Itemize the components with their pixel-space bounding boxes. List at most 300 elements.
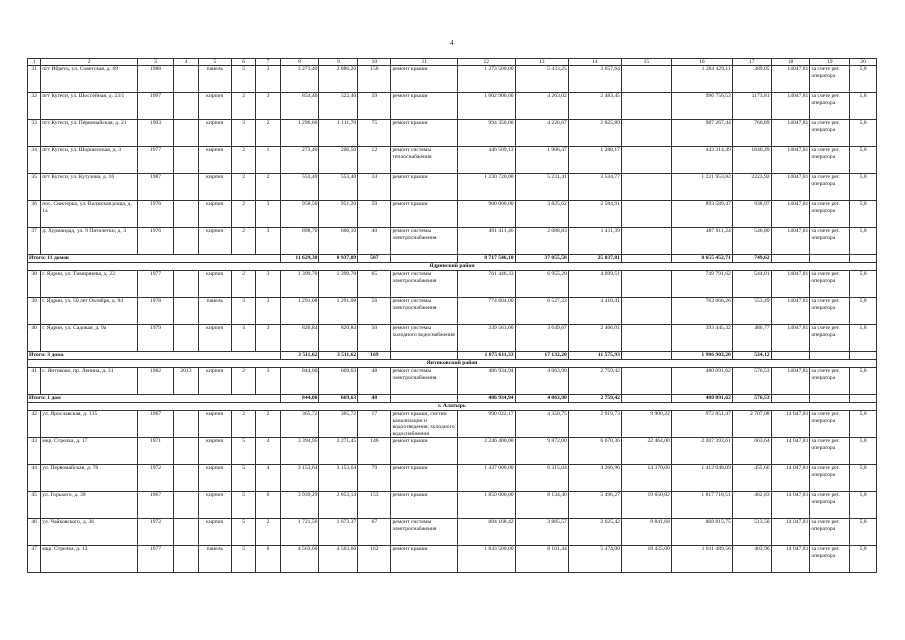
table-cell: 273,40: [280, 147, 319, 174]
table-cell: 820,84: [319, 325, 358, 352]
table-cell: [621, 271, 671, 298]
table-cell: [174, 66, 198, 93]
table-cell: 3: [231, 325, 255, 352]
table-cell: 486 934,94: [457, 368, 515, 395]
total-cell: 587: [358, 255, 391, 263]
table-cell: 951,20: [319, 201, 358, 228]
table-cell: 2: [231, 271, 255, 298]
total-cell: 3 511,62: [280, 352, 319, 360]
total-cell: [771, 255, 810, 263]
table-cell: [621, 147, 671, 174]
table-cell: 5 474,00: [568, 546, 621, 573]
table-cell: 1 817 718,51: [671, 492, 732, 519]
table-cell: 2: [231, 147, 255, 174]
table-cell: 67: [358, 519, 391, 546]
table-cell: 75: [358, 120, 391, 147]
total-cell: 11 575,93: [568, 352, 621, 360]
table-cell: 2 759,42: [568, 368, 621, 395]
total-label: Итого: 11 домов: [28, 255, 281, 263]
table-cell: 41: [28, 368, 41, 395]
table-cell: кирпич: [198, 465, 231, 492]
table-cell: кирпич: [198, 438, 231, 465]
table-cell: 820,84: [280, 325, 319, 352]
table-cell: [174, 546, 198, 573]
table-cell: 2 625,42: [568, 519, 621, 546]
table-cell: 1972: [137, 465, 174, 492]
table-cell: 40: [28, 325, 41, 352]
table-cell: 900 000,00: [457, 201, 515, 228]
table-cell: 45: [28, 492, 41, 519]
table-cell: 2013: [174, 368, 198, 395]
table-cell: 763 666,26: [671, 298, 732, 325]
table-cell: 844,00: [280, 368, 319, 395]
table-cell: 3 649,67: [515, 325, 568, 352]
table-cell: 1 230 720,00: [457, 174, 515, 201]
table-cell: ремонт крыши: [391, 546, 458, 573]
table-cell: 4 226,67: [515, 120, 568, 147]
header-cell: 16: [671, 59, 732, 66]
table-cell: 5 231,41: [515, 174, 568, 201]
table-cell: 40: [358, 228, 391, 255]
total-cell: [850, 255, 877, 263]
header-cell: 10: [358, 59, 391, 66]
table-cell: ремонт крыши: [391, 174, 458, 201]
table-cell: за счете рег. оператора: [810, 368, 850, 395]
table-cell: 5,8: [850, 298, 877, 325]
table-cell: ул. Ярославская, д. 135: [41, 411, 137, 438]
table-row: [28, 66, 877, 93]
table-cell: за счете рег. оператора: [810, 120, 850, 147]
total-cell: [810, 395, 850, 403]
table-row: [28, 438, 877, 465]
table-cell: 3: [256, 271, 280, 298]
table-cell: 1987: [137, 174, 174, 201]
table-cell: 3 153,64: [319, 465, 358, 492]
table-cell: 1982: [137, 368, 174, 395]
table-cell: 206,50: [319, 147, 358, 174]
table-cell: 5,8: [850, 271, 877, 298]
table-cell: 4 063,90: [515, 368, 568, 395]
total-cell: 8 655 452,71: [671, 255, 732, 263]
table-cell: [621, 228, 671, 255]
table-cell: г. Ядрин, ул. Тимирязева, д. 22: [41, 271, 137, 298]
table-cell: 553,40: [319, 174, 358, 201]
table-cell: 3 939,29: [280, 492, 319, 519]
table-cell: кирпич: [198, 147, 231, 174]
table-cell: 3 534,77: [568, 174, 621, 201]
table-cell: ул. Горького, д. 39: [41, 492, 137, 519]
table-cell: 462,83: [732, 492, 771, 519]
table-cell: 446 509,13: [457, 147, 515, 174]
table-cell: 4 563,60: [319, 546, 358, 573]
table-cell: за счете рег. оператора: [810, 492, 850, 519]
table-cell: 663,64: [732, 438, 771, 465]
table-cell: 365,72: [319, 411, 358, 438]
table-cell: 2: [256, 519, 280, 546]
table-cell: [621, 66, 671, 93]
table-cell: 3: [256, 298, 280, 325]
total-cell: 1 875 611,33: [457, 352, 515, 360]
table-cell: 339 561,00: [457, 325, 515, 352]
table-cell: 5 433,25: [515, 66, 568, 93]
table-cell: 14 370,00: [621, 465, 671, 492]
table-cell: кирпич: [198, 368, 231, 395]
table-cell: 14047,81: [771, 201, 810, 228]
table-cell: 14047,81: [771, 368, 810, 395]
table-cell: 522,40: [319, 93, 358, 120]
table-cell: 1 288,17: [568, 147, 621, 174]
table-cell: 1967: [137, 411, 174, 438]
table-row: [28, 465, 877, 492]
table-cell: кирпич: [198, 271, 231, 298]
table-cell: 2 584,91: [568, 201, 621, 228]
table-cell: 5,8: [850, 228, 877, 255]
table-cell: кирпич: [198, 228, 231, 255]
table-cell: 14 047,81: [771, 465, 810, 492]
table-cell: ремонт системы теплоснабжения: [391, 147, 458, 174]
header-cell: 4: [174, 59, 198, 66]
table-cell: 14047,81: [771, 271, 810, 298]
table-row: [28, 519, 877, 546]
table-cell: мкр. Стрелка, д. 17: [41, 438, 137, 465]
table-cell: 1979: [137, 325, 174, 352]
table-cell: 5,8: [850, 325, 877, 352]
table-cell: за счете рег. оператора: [810, 519, 850, 546]
table-cell: пгт Ибресь, ул. Советская, д. 69: [41, 66, 137, 93]
header-cell: 11: [391, 59, 458, 66]
table-cell: мкр. Стрелка, д. 12: [41, 546, 137, 573]
header-cell: 2: [41, 59, 137, 66]
table-cell: 4 563,60: [280, 546, 319, 573]
table-cell: [174, 271, 198, 298]
table-cell: 1 437 000,00: [457, 465, 515, 492]
table-cell: 990 022,17: [457, 411, 515, 438]
table-cell: ул. Чайковского, д. 36: [41, 519, 137, 546]
header-cell: 20: [850, 59, 877, 66]
table-cell: 2: [231, 228, 255, 255]
table-cell: 1 296,60: [280, 120, 319, 147]
table-cell: 3: [256, 368, 280, 395]
table-cell: 14 047,81: [771, 411, 810, 438]
table-cell: 3: [256, 325, 280, 352]
table-cell: 5,8: [850, 411, 877, 438]
table-cell: 153: [358, 492, 391, 519]
table-cell: 5: [231, 519, 255, 546]
table-cell: 32: [28, 93, 41, 120]
total-row: [28, 395, 877, 403]
table-cell: 766,89: [732, 120, 771, 147]
table-row: [28, 147, 877, 174]
table-cell: 1 906,47: [515, 147, 568, 174]
table-cell: 1988: [137, 66, 174, 93]
table-cell: 1977: [137, 147, 174, 174]
table-cell: ремонт крыши: [391, 66, 458, 93]
table-cell: за счете рег. оператора: [810, 66, 850, 93]
table-cell: [621, 174, 671, 201]
table-cell: 2 707,08: [732, 411, 771, 438]
table-cell: 898,70: [280, 228, 319, 255]
table-cell: 1 264 429,11: [671, 66, 732, 93]
table-row: [28, 120, 877, 147]
total-label: Итого: 3 дома: [28, 352, 281, 360]
table-cell: 79: [358, 465, 391, 492]
table-cell: 8 134,40: [515, 492, 568, 519]
table-cell: 1 673,37: [319, 519, 358, 546]
table-cell: 59: [358, 201, 391, 228]
table-cell: за счете рег. оператора: [810, 411, 850, 438]
total-cell: 749,62: [732, 255, 771, 263]
table-cell: 854,40: [280, 93, 319, 120]
table-cell: 5,8: [850, 438, 877, 465]
table-cell: 4 266,96: [568, 465, 621, 492]
table-row: [28, 411, 877, 438]
table-cell: 9 900,22: [621, 411, 671, 438]
table-cell: 3 885,57: [515, 519, 568, 546]
table-cell: ремонт системы электроснабжения: [391, 368, 458, 395]
table-cell: 14047,81: [771, 325, 810, 352]
table-cell: 38: [28, 271, 41, 298]
table-cell: 365,72: [280, 411, 319, 438]
table-cell: 44: [28, 465, 41, 492]
total-cell: 534,12: [732, 352, 771, 360]
table-row: [28, 325, 877, 352]
table-cell: ремонт системы холодного водоснабжения: [391, 325, 458, 352]
table-cell: 2 483,45: [568, 93, 621, 120]
table-cell: ремонт крыши: [391, 201, 458, 228]
table-cell: за счете рег. оператора: [810, 228, 850, 255]
total-cell: 1 906 903,20: [671, 352, 732, 360]
total-cell: [621, 352, 671, 360]
table-cell: [621, 325, 671, 352]
table-cell: 4 263,02: [515, 93, 568, 120]
table-cell: 1 399,70: [280, 271, 319, 298]
table-row: [28, 93, 877, 120]
table-cell: 5,8: [850, 147, 877, 174]
table-cell: 5: [231, 438, 255, 465]
table-row: [28, 298, 877, 325]
total-cell: 48: [358, 395, 391, 403]
table-cell: д. Хурмандад, ул. 9 Пятилетки, д. 3: [41, 228, 137, 255]
table-cell: за счете рег. оператора: [810, 93, 850, 120]
table-cell: 1173,81: [732, 93, 771, 120]
table-cell: ремонт крыши: [391, 438, 458, 465]
table-cell: 3: [231, 298, 255, 325]
table-cell: 6 527,33: [515, 298, 568, 325]
table-cell: 669,63: [319, 368, 358, 395]
table-cell: 14047,81: [771, 120, 810, 147]
table-cell: 1 811 489,56: [671, 546, 732, 573]
table-cell: 5,8: [850, 546, 877, 573]
table-cell: 455,66: [732, 465, 771, 492]
table-cell: [174, 438, 198, 465]
table-cell: 65: [358, 271, 391, 298]
district-name: Ядринский район: [28, 263, 877, 271]
table-cell: 4 410,41: [568, 298, 621, 325]
table-cell: 35: [28, 174, 41, 201]
table-cell: 19 650,82: [621, 492, 671, 519]
table-cell: 3: [256, 228, 280, 255]
total-cell: 576,53: [732, 395, 771, 403]
total-cell: [850, 352, 877, 360]
table-cell: за счете рег. оператора: [810, 298, 850, 325]
table-cell: 1 291,08: [280, 298, 319, 325]
table-cell: 994 350,00: [457, 120, 515, 147]
table-cell: 486,77: [732, 325, 771, 352]
header-cell: 15: [621, 59, 671, 66]
table-cell: с. Янтиково, пр. Ленина, д. 31: [41, 368, 137, 395]
table-cell: 1 221 953,82: [671, 174, 732, 201]
table-cell: 443 314,49: [671, 147, 732, 174]
table-cell: 1 412 048,09: [671, 465, 732, 492]
total-cell: [771, 352, 810, 360]
table-cell: 1 399,70: [319, 271, 358, 298]
table-cell: 14 047,81: [771, 492, 810, 519]
table-cell: 666,10: [319, 228, 358, 255]
total-cell: [771, 395, 810, 403]
table-cell: ремонт крыши: [391, 120, 458, 147]
table-cell: кирпич: [198, 519, 231, 546]
table-cell: [174, 120, 198, 147]
table-cell: 2: [231, 174, 255, 201]
total-row: [28, 255, 877, 263]
table-cell: кирпич: [198, 120, 231, 147]
table-cell: 1971: [137, 438, 174, 465]
table-cell: 33: [28, 120, 41, 147]
table-cell: 1977: [137, 271, 174, 298]
table-cell: 14047,81: [771, 66, 810, 93]
table-cell: 2: [256, 174, 280, 201]
table-cell: 3 273,40: [280, 66, 319, 93]
total-cell: 169: [358, 352, 391, 360]
table-cell: 884 168,42: [457, 519, 515, 546]
table-cell: 2 825,89: [568, 120, 621, 147]
total-cell: 486 934,94: [457, 395, 515, 403]
table-cell: 14047,81: [771, 147, 810, 174]
table-cell: 3 394,95: [280, 438, 319, 465]
table-cell: 546,80: [732, 228, 771, 255]
table-cell: кирпич: [198, 174, 231, 201]
table-cell: 5,8: [850, 66, 877, 93]
table-cell: 5,8: [850, 465, 877, 492]
table-cell: 403,96: [732, 546, 771, 573]
table-cell: 5,8: [850, 368, 877, 395]
table-cell: 48: [358, 368, 391, 395]
table-cell: за счете рег. оператора: [810, 438, 850, 465]
table-cell: [621, 368, 671, 395]
table-row: [28, 201, 877, 228]
table-cell: за счете рег. оператора: [810, 271, 850, 298]
table-row: [28, 271, 877, 298]
table-cell: 2 246 400,00: [457, 438, 515, 465]
table-cell: 1977: [137, 546, 174, 573]
table-cell: 46: [28, 519, 41, 546]
header-cell: 5: [198, 59, 231, 66]
table-cell: 37: [28, 228, 41, 255]
table-cell: 18 435,00: [621, 546, 671, 573]
table-cell: 553,40: [280, 174, 319, 201]
table-cell: за счете рег. оператора: [810, 325, 850, 352]
table-cell: 4 699,51: [568, 271, 621, 298]
table-cell: 43: [28, 438, 41, 465]
table-cell: 4: [256, 438, 280, 465]
table-cell: 868 815,75: [671, 519, 732, 546]
table-cell: 162: [358, 546, 391, 573]
table-cell: ремонт крыши, систем канализации и водоотведения, холодного водоснабжения: [391, 411, 458, 438]
total-cell: 8 717 546,10: [457, 255, 515, 263]
table-cell: 9 872,00: [515, 438, 568, 465]
total-cell: [850, 395, 877, 403]
table-cell: 3 271,45: [319, 438, 358, 465]
table-cell: кирпич: [198, 201, 231, 228]
table-cell: 156: [358, 66, 391, 93]
table-cell: ул. Первомайская, д. 78: [41, 465, 137, 492]
table-cell: [174, 201, 198, 228]
table-cell: 3: [231, 120, 255, 147]
district-row: [28, 403, 877, 411]
table-cell: ремонт крыши: [391, 492, 458, 519]
table-cell: 14047,81: [771, 228, 810, 255]
table-cell: 14 047,81: [771, 519, 810, 546]
table-cell: 774 604,00: [457, 298, 515, 325]
table-cell: 3 825,62: [515, 201, 568, 228]
table-cell: 5: [231, 492, 255, 519]
table-cell: пгт Кугеси, ул. Первомайская, д. 21: [41, 120, 137, 147]
header-cell: 18: [771, 59, 810, 66]
table-cell: 6 955,20: [515, 271, 568, 298]
total-cell: [810, 255, 850, 263]
table-cell: 31: [28, 66, 41, 93]
total-row: [28, 352, 877, 360]
table-cell: 5: [231, 465, 255, 492]
table-cell: 3 657,64: [568, 66, 621, 93]
table-cell: 987 267,44: [671, 120, 732, 147]
table-cell: 5,8: [850, 519, 877, 546]
table-cell: 1 291,08: [319, 298, 358, 325]
header-cell: 7: [256, 59, 280, 66]
total-cell: [621, 395, 671, 403]
table-cell: 4 350,75: [515, 411, 568, 438]
table-cell: ремонт системы электроснабжения: [391, 298, 458, 325]
page-number: 4: [450, 39, 454, 47]
table-row: [28, 228, 877, 255]
table-cell: 1 843 500,00: [457, 546, 515, 573]
table-cell: 2: [231, 201, 255, 228]
table-cell: 2 466,01: [568, 325, 621, 352]
total-cell: 11 629,30: [280, 255, 319, 263]
table-cell: 1976: [137, 228, 174, 255]
table-cell: ремонт крыши: [391, 465, 458, 492]
table-cell: 14047,81: [771, 298, 810, 325]
table-cell: 393 445,32: [671, 325, 732, 352]
table-cell: 2223,92: [732, 174, 771, 201]
table-cell: кирпич: [198, 325, 231, 352]
table-cell: 2 853,14: [319, 492, 358, 519]
total-label: Итого: 1 дом: [28, 395, 281, 403]
table-cell: пгт Кугеси, ул. Шоршелская, д. 3: [41, 147, 137, 174]
table-cell: 34: [28, 147, 41, 174]
table-cell: [174, 298, 198, 325]
table-cell: 2: [256, 411, 280, 438]
table-cell: 996 756,53: [671, 93, 732, 120]
table-cell: 22 464,00: [621, 438, 671, 465]
table-cell: 491 411,46: [457, 228, 515, 255]
table-cell: 36: [28, 201, 41, 228]
table-cell: 480 091,62: [671, 368, 732, 395]
table-cell: 972 851,47: [671, 411, 732, 438]
header-row: [28, 59, 877, 66]
table-cell: [174, 411, 198, 438]
total-cell: 4 063,90: [515, 395, 568, 403]
